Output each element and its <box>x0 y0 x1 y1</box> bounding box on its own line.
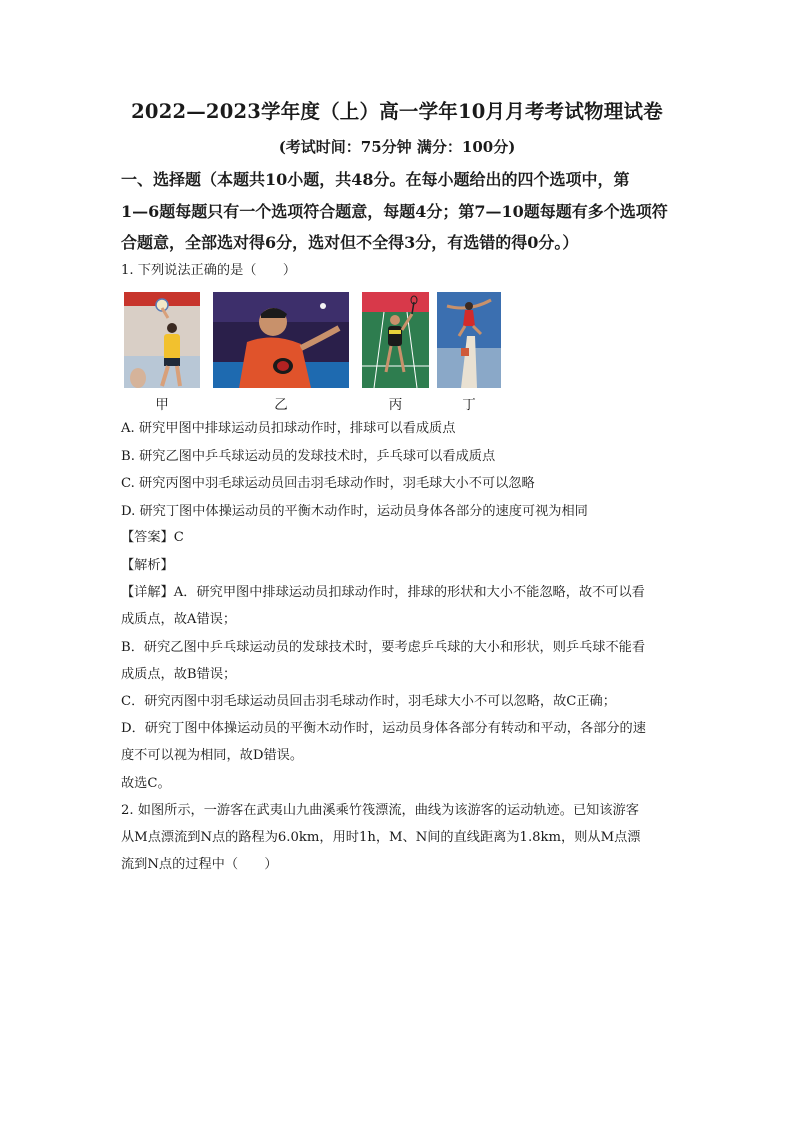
analysis-line: 成质点，故B错误； <box>121 667 237 682</box>
analysis-line: 度不可以视为相同，故D错误。 <box>121 748 304 763</box>
section-heading-line-1: 一、选择题（本题共10小题，共48分。在每小题给出的四个选项中，第 <box>121 170 630 189</box>
analysis-line: 成质点，故A错误； <box>121 612 237 627</box>
section-heading-line-3: 合题意，全部选对得6分，选对但不全得3分，有选错的得0分。） <box>121 233 579 252</box>
analysis-label: 【解析】 <box>121 558 174 573</box>
analysis-line: D．研究丁图中体操运动员的平衡木动作时，运动员身体各部分有转动和平动，各部分的速 <box>121 721 646 736</box>
answer-label: 【答案】C <box>121 530 184 545</box>
question-2-line: 从M点漂流到N点的路程为6.0km，用时1h，M、N间的直线距离为1.8km，则从M点漂 <box>121 830 641 845</box>
option-c: C. 研究丙图中羽毛球运动员回击羽毛球动作时，羽毛球大小不可以忽略 <box>121 476 535 491</box>
option-a: A. 研究甲图中排球运动员扣球动作时，排球可以看成质点 <box>121 421 456 436</box>
caption-bing: 丙 <box>388 397 403 413</box>
question-2-line: 2. 如图所示，一游客在武夷山九曲溪乘竹筏漂流，曲线为该游客的运动轨迹。已知该游客 <box>121 803 639 818</box>
analysis-line: B．研究乙图中乒乓球运动员的发球技术时，要考虑乒乓球的大小和形状，则乒乓球不能看 <box>121 640 645 655</box>
exam-title: 2022—2023学年度（上）高一学年10月月考考试物理试卷 <box>131 100 663 123</box>
table-tennis-player-photo <box>213 292 349 388</box>
caption-ding: 丁 <box>462 397 476 413</box>
question-2-line: 流到N点的过程中（ ） <box>121 857 278 872</box>
analysis-line: C．研究丙图中羽毛球运动员回击羽毛球动作时，羽毛球大小不可以忽略，故C正确； <box>121 694 616 709</box>
caption-jia: 甲 <box>155 397 169 413</box>
caption-yi: 乙 <box>274 397 288 413</box>
exam-subtitle: (考试时间：75分钟 满分：100分) <box>278 138 516 156</box>
section-heading-line-2: 1—6题每题只有一个选项符合题意，每题4分；第7—10题每题有多个选项符 <box>121 202 668 221</box>
volleyball-player-photo <box>124 292 200 388</box>
question-1-stem: 1. 下列说法正确的是（ ） <box>121 263 297 278</box>
badminton-player-photo <box>362 292 429 388</box>
option-b: B. 研究乙图中乒乓球运动员的发球技术时，乒乓球可以看成质点 <box>121 449 496 464</box>
option-d: D. 研究丁图中体操运动员的平衡木动作时，运动员身体各部分的速度可视为相同 <box>121 504 588 519</box>
analysis-conclusion: 故选C。 <box>121 776 171 791</box>
gymnast-balance-beam-photo <box>437 292 501 388</box>
analysis-line: 【详解】A．研究甲图中排球运动员扣球动作时，排球的形状和大小不能忽略，故不可以看 <box>121 585 645 600</box>
